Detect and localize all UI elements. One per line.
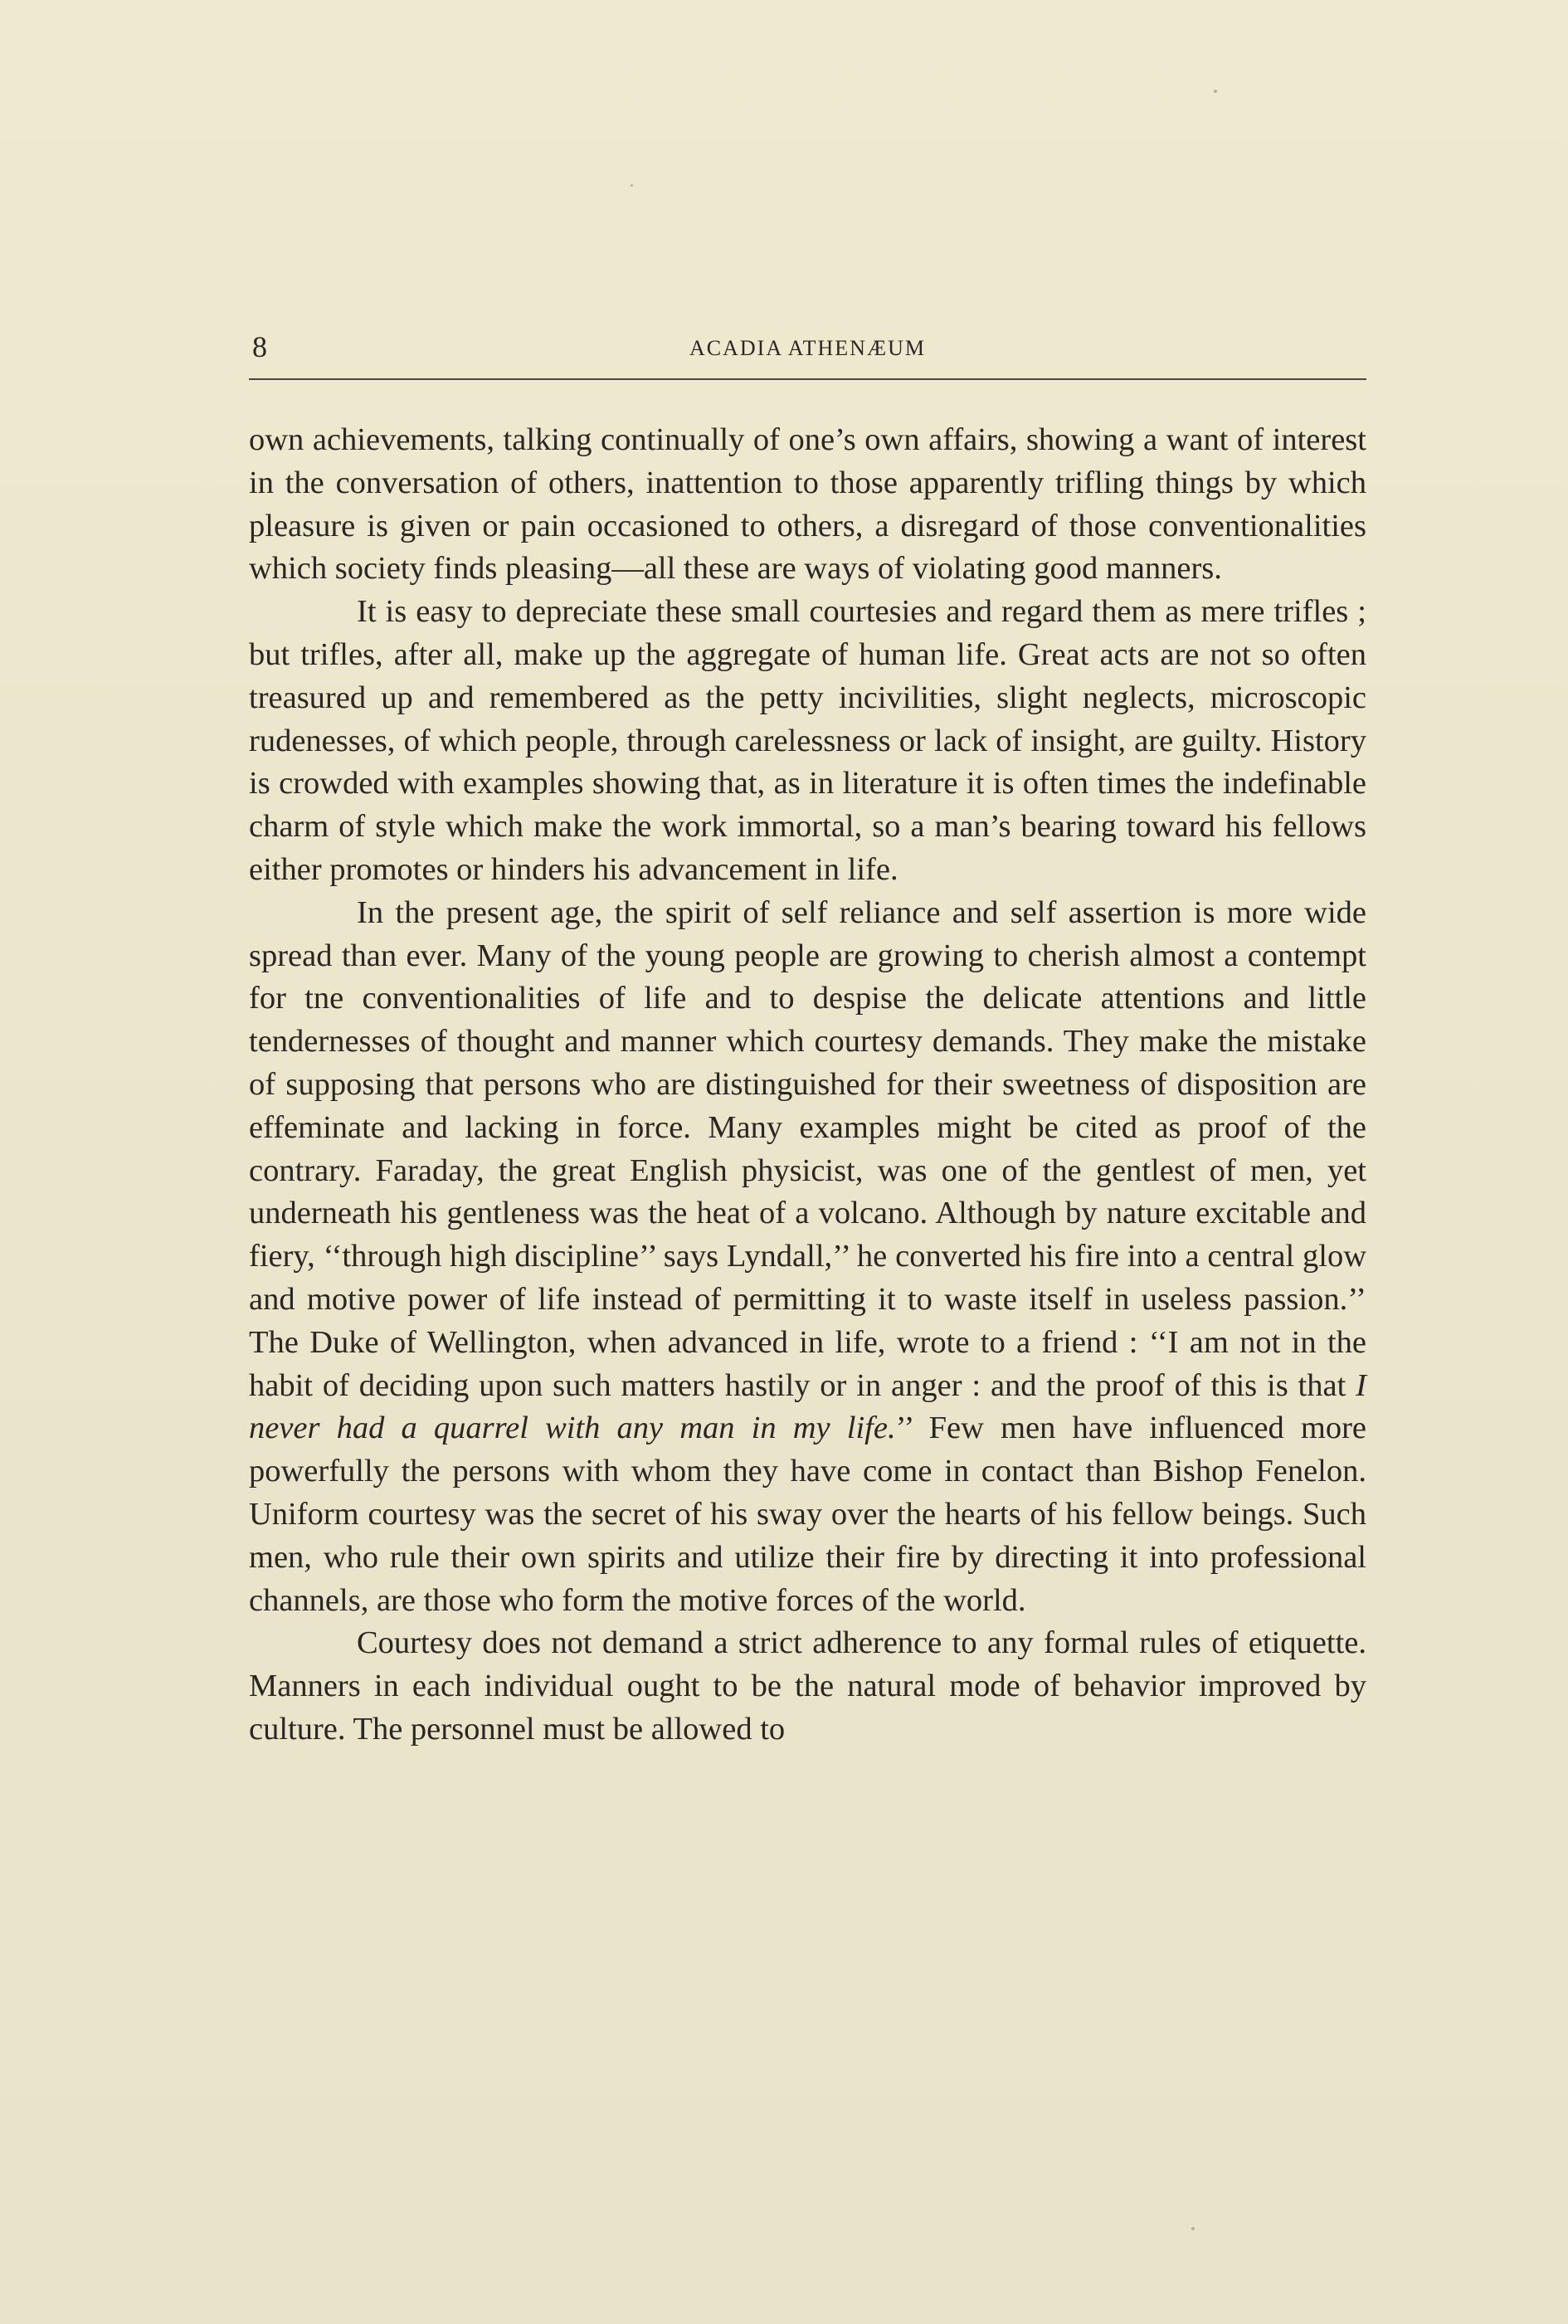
paragraph-1: own achievements, talking continually of one’s own affairs, showing a want of interest in the conversation of others, inattention to those apparently trifling things by which pleasure is given or pain occasioned to others, a disregard of those conventionalities which society finds pleasing—all these are ways of violating good manners. <box>249 422 1366 587</box>
paper-speck <box>631 184 633 187</box>
paragraph-2: It is easy to depreciate these small courtesies and regard them as mere trifles ; but trifles, after all, make up the aggregate of human life. Great acts are not so often treasured up and remembered as the petty incivilities, slight neglects, microscopic rudenesses, of which people, through carelessness or lack of insight, are guilty. History is crowded with examples showing that, as in literature it is often times the indefinable charm of style which make the work immortal, so a man’s bearing toward his fellows either promotes or hinders his advancement in life. <box>249 594 1366 887</box>
page-header <box>249 329 1366 380</box>
paragraph-3-italic-quote: I never had a quarrel with any man in my life. <box>249 1367 1366 1446</box>
paper-speck <box>1191 2227 1195 2230</box>
paragraph-3-text-b: ’’ Few men have influenced more powerfully the persons with whom they have come in contact than Bishop Fenelon. Uniform courtesy was the secret of his sway over the hearts of his fellow beings. Such men, who rule their own spirits and utilize their fire by directing it into professional channels, are those who form the motive forces of the world. <box>249 1410 1366 1618</box>
page-number: 8 <box>252 330 267 363</box>
paper-speck <box>1214 90 1217 93</box>
article-body <box>249 419 1366 1752</box>
paragraph-3 <box>249 892 1366 1623</box>
paragraph-4: Courtesy does not demand a strict adherence to any formal rules of etiquette. Manners in each individual ought to be the natural mode of behavior improved by culture. The personnel must be allowed to <box>249 1625 1366 1747</box>
paragraph-3-text-a: In the present age, the spirit of self reliance and self assertion is more wide spread than ever. Many of the young people are growing to cherish almost a contempt for tne conventionalities of life and to despise the delicate attentions and little tendernesses of thought and manner which courtesy demands. They make the mistake of supposing that persons who are distinguished for their sweetness of disposition are effeminate and lacking in force. Many examples might be cited as proof of the contrary. Faraday, the great English physicist, was one of the gentlest of men, yet underneath his gentleness was the heat of a volcano. Although by nature excitable and fiery, ‘‘through high discipline’’ says Lyndall,’’ he converted his fire into a central glow and motive power of life instead of permitting it to waste itself in useless passion.’’ The Duke of Wellington, when advanced in life, wrote to a friend : ‘‘I am not in the habit of deciding upon such matters hastily or in anger : and the proof of this is that <box>249 894 1366 1403</box>
running-head: ACADIA ATHENÆUM <box>689 336 926 360</box>
